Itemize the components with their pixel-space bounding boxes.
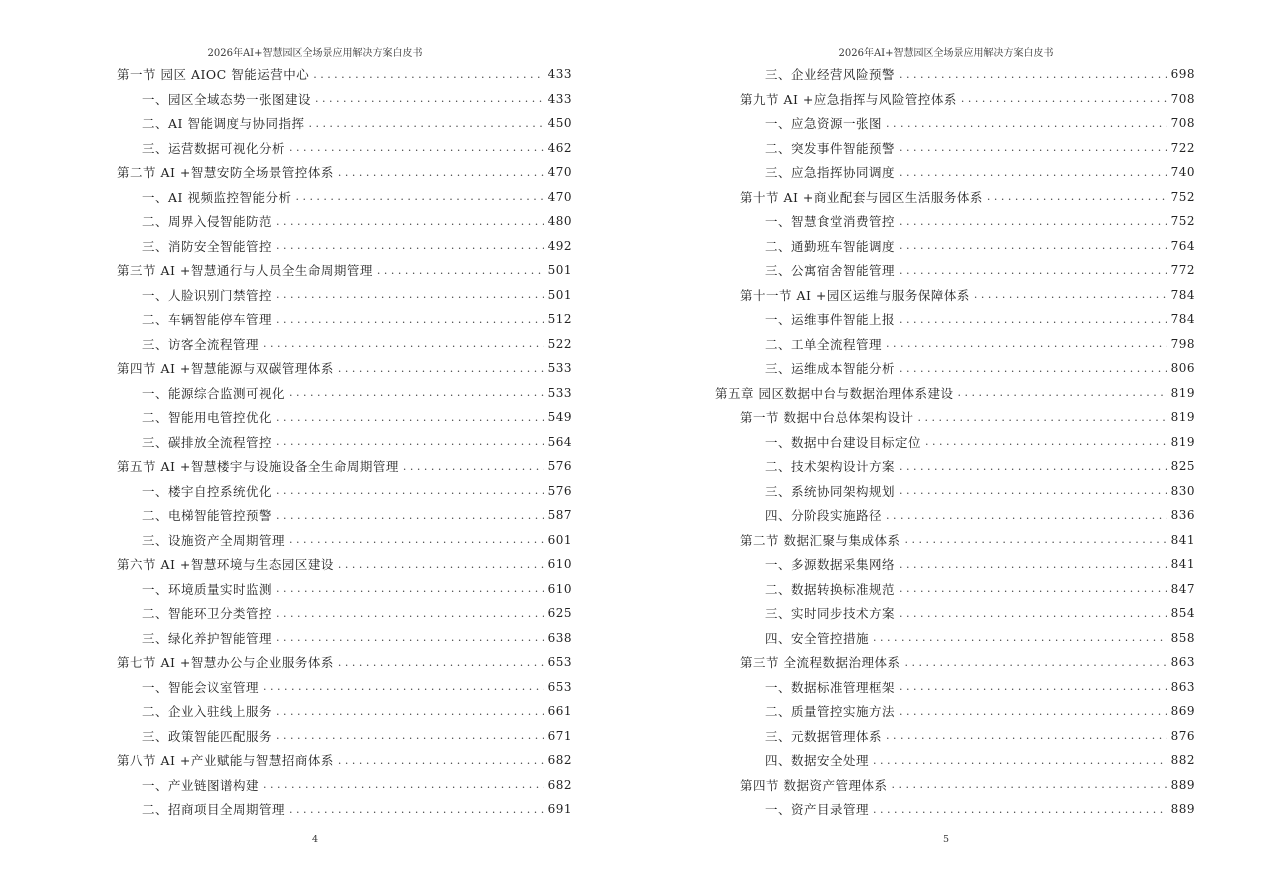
toc-entry-page: 533 <box>547 385 572 400</box>
dot-leader <box>276 436 544 447</box>
dot-leader <box>899 167 1167 178</box>
toc-entry[interactable] <box>715 87 1195 112</box>
dot-leader <box>899 314 1167 325</box>
toc-entry[interactable] <box>117 209 572 234</box>
toc-entry-page: 564 <box>547 434 572 449</box>
toc-entry[interactable] <box>117 430 572 455</box>
toc-entry-title: 第七节 AI +智慧办公与企业服务体系 <box>117 655 334 671</box>
toc-entry-title: 三、访客全流程管理 <box>142 336 260 352</box>
dot-leader <box>899 69 1167 80</box>
toc-entry[interactable] <box>715 748 1195 773</box>
toc-entry-page: 819 <box>1170 410 1195 425</box>
dot-leader <box>886 338 1167 349</box>
toc-entry-page: 691 <box>547 802 572 817</box>
dot-leader <box>873 755 1167 766</box>
toc-entry-page: 841 <box>1170 532 1195 547</box>
toc-entry-page: 764 <box>1170 238 1195 253</box>
toc-entry-title: 四、安全管控措施 <box>765 630 870 646</box>
dot-leader <box>899 216 1167 227</box>
dot-leader <box>917 412 1166 423</box>
toc-entry-title: 三、政策智能匹配服务 <box>142 728 273 744</box>
toc-entry-page: 638 <box>547 630 572 645</box>
toc-entry-page: 869 <box>1170 704 1195 719</box>
toc-entry-page: 841 <box>1170 557 1195 572</box>
toc-entry[interactable] <box>715 479 1195 504</box>
toc-entry-title: 二、技术架构设计方案 <box>765 459 896 475</box>
toc-entry-title: 二、电梯智能管控预警 <box>142 508 273 524</box>
dot-leader <box>276 730 544 741</box>
dot-leader <box>338 167 544 178</box>
toc-entry-page: 661 <box>547 704 572 719</box>
dot-leader <box>338 755 544 766</box>
toc-entry-title: 二、质量管控实施方法 <box>765 704 896 720</box>
toc-entry-page: 825 <box>1170 459 1195 474</box>
right-page <box>631 0 1261 895</box>
toc-entry-page: 889 <box>1170 802 1195 817</box>
dot-leader <box>899 265 1167 276</box>
toc-entry[interactable] <box>715 797 1195 822</box>
page-header: 2026年AI+智慧园区全场景应用解决方案白皮书 <box>207 48 423 59</box>
toc-entry[interactable] <box>715 209 1195 234</box>
toc-entry[interactable] <box>715 185 1195 210</box>
toc-entry[interactable] <box>715 577 1195 602</box>
toc-entry[interactable] <box>715 405 1195 430</box>
toc-entry-title: 一、人脸识别门禁管控 <box>142 287 273 303</box>
toc-entry-page: 784 <box>1170 312 1195 327</box>
dot-leader <box>276 412 544 423</box>
toc-entry-title: 二、AI 智能调度与协同指挥 <box>142 116 305 132</box>
toc-entry[interactable] <box>117 797 572 822</box>
toc-entry-title: 三、系统协同架构规划 <box>765 483 896 499</box>
toc-entry-page: 576 <box>547 459 572 474</box>
toc-entry[interactable] <box>715 675 1195 700</box>
toc-entry-title: 第六节 AI +智慧环境与生态园区建设 <box>117 557 334 573</box>
toc-entry[interactable] <box>715 332 1195 357</box>
dot-leader <box>263 779 544 790</box>
toc-entry-page: 698 <box>1170 67 1195 82</box>
toc-entry[interactable] <box>117 503 572 528</box>
toc-entry-page: 882 <box>1170 753 1195 768</box>
toc-entry-title: 二、智能环卫分类管控 <box>142 606 273 622</box>
toc-entry-title: 一、数据标准管理框架 <box>765 679 896 695</box>
dot-leader <box>925 436 1167 447</box>
dot-leader <box>891 779 1166 790</box>
toc-entry-page: 708 <box>1170 91 1195 106</box>
toc-entry-page: 462 <box>547 140 572 155</box>
toc-entry-title: 二、周界入侵智能防范 <box>142 214 273 230</box>
toc-entry[interactable] <box>117 87 572 112</box>
dot-leader <box>263 681 544 692</box>
dot-leader <box>289 142 544 153</box>
toc-entry-title: 三、设施资产全周期管理 <box>142 532 286 548</box>
toc-entry[interactable] <box>117 773 572 798</box>
toc-entry[interactable] <box>715 699 1195 724</box>
toc-entry[interactable] <box>715 136 1195 161</box>
toc-entry-title: 三、公寓宿舍智能管理 <box>765 263 896 279</box>
toc-entry-page: 533 <box>547 361 572 376</box>
toc-entry-page: 522 <box>547 336 572 351</box>
toc-entry[interactable] <box>117 283 572 308</box>
toc-entry-title: 一、智能会议室管理 <box>142 679 260 695</box>
toc-entry[interactable] <box>715 160 1195 185</box>
toc-entry-page: 858 <box>1170 630 1195 645</box>
toc-entry[interactable] <box>715 234 1195 259</box>
toc-entry[interactable] <box>715 258 1195 283</box>
dot-leader <box>899 681 1167 692</box>
toc-entry-page: 819 <box>1170 434 1195 449</box>
dot-leader <box>886 730 1167 741</box>
toc-entry-title: 二、招商项目全周期管理 <box>142 802 286 818</box>
toc-entry-title: 一、园区全域态势一张图建设 <box>142 91 312 107</box>
toc-entry-page: 653 <box>547 655 572 670</box>
toc-entry-title: 四、分阶段实施路径 <box>765 508 883 524</box>
toc-entry[interactable] <box>715 307 1195 332</box>
toc-entry-title: 三、应急指挥协同调度 <box>765 165 896 181</box>
dot-leader <box>377 265 544 276</box>
toc-entry[interactable] <box>715 283 1195 308</box>
toc-entry[interactable] <box>715 381 1195 406</box>
toc-entry-title: 第四节 数据资产管理体系 <box>740 777 888 793</box>
toc-entry-title: 一、能源综合监测可视化 <box>142 385 286 401</box>
toc-entry[interactable] <box>715 430 1195 455</box>
toc-entry-title: 三、碳排放全流程管控 <box>142 434 273 450</box>
toc-entry-title: 三、元数据管理体系 <box>765 728 883 744</box>
dot-leader <box>338 363 544 374</box>
toc-entry[interactable] <box>117 307 572 332</box>
toc-entry-title: 一、应急资源一张图 <box>765 116 883 132</box>
dot-leader <box>276 485 544 496</box>
toc-entry[interactable] <box>715 503 1195 528</box>
toc-entry[interactable] <box>117 650 572 675</box>
toc-entry-page: 752 <box>1170 189 1195 204</box>
dot-leader <box>289 804 544 815</box>
toc-entry-title: 三、运维成本智能分析 <box>765 361 896 377</box>
toc-entry-title: 一、运维事件智能上报 <box>765 312 896 328</box>
dot-leader <box>276 608 544 619</box>
dot-leader <box>873 632 1167 643</box>
toc-entry-page: 847 <box>1170 581 1195 596</box>
toc-entry-page: 889 <box>1170 777 1195 792</box>
dot-leader <box>289 387 544 398</box>
toc-entry-title: 第九节 AI +应急指挥与风险管控体系 <box>740 91 957 107</box>
toc-entry-title: 三、绿化养护智能管理 <box>142 630 273 646</box>
toc-entry[interactable] <box>715 111 1195 136</box>
dot-leader <box>289 534 544 545</box>
dot-leader <box>899 363 1167 374</box>
toc-entry-title: 第一节 园区 AIOC 智能运营中心 <box>117 67 310 83</box>
toc-entry-page: 671 <box>547 728 572 743</box>
toc-entry-title: 一、楼宇自控系统优化 <box>142 483 273 499</box>
toc-entry-title: 三、实时同步技术方案 <box>765 606 896 622</box>
dot-leader <box>338 657 544 668</box>
toc-entry-title: 第四节 AI +智慧能源与双碳管理体系 <box>117 361 334 377</box>
dot-leader <box>904 657 1166 668</box>
page-header: 2026年AI+智慧园区全场景应用解决方案白皮书 <box>838 48 1054 59</box>
dot-leader <box>276 240 544 251</box>
dot-leader <box>276 583 544 594</box>
dot-leader <box>899 485 1167 496</box>
toc-entry-page: 480 <box>547 214 572 229</box>
toc-entry-page: 576 <box>547 483 572 498</box>
dot-leader <box>276 510 544 521</box>
dot-leader <box>899 583 1167 594</box>
toc-entry-page: 876 <box>1170 728 1195 743</box>
toc-entry[interactable] <box>117 234 572 259</box>
toc-entry-title: 一、智慧食堂消费管控 <box>765 214 896 230</box>
toc-entry-page: 708 <box>1170 116 1195 131</box>
page-number: 4 <box>311 834 319 845</box>
toc-entry-title: 一、多源数据采集网络 <box>765 557 896 573</box>
dot-leader <box>873 804 1167 815</box>
toc-entry-page: 722 <box>1170 140 1195 155</box>
toc-entry[interactable] <box>715 528 1195 553</box>
toc-entry[interactable] <box>117 381 572 406</box>
dot-leader <box>886 510 1167 521</box>
dot-leader <box>313 69 543 80</box>
toc-entry[interactable] <box>117 748 572 773</box>
toc-entry[interactable] <box>117 136 572 161</box>
toc-entry-title: 第十一节 AI +园区运维与服务保障体系 <box>740 287 970 303</box>
toc-entry-page: 601 <box>547 532 572 547</box>
toc-entry-page: 798 <box>1170 336 1195 351</box>
left-page <box>0 0 630 895</box>
dot-leader <box>899 142 1167 153</box>
toc-entry-page: 653 <box>547 679 572 694</box>
toc-entry-title: 三、消防安全智能管控 <box>142 238 273 254</box>
toc-entry-title: 第二节 AI +智慧安防全场景管控体系 <box>117 165 334 181</box>
toc-entry[interactable] <box>715 724 1195 749</box>
toc-entry[interactable] <box>117 552 572 577</box>
dot-leader <box>338 559 544 570</box>
toc-entry-title: 三、企业经营风险预警 <box>765 67 896 83</box>
toc-entry[interactable] <box>117 699 572 724</box>
toc-entry-title: 一、资产目录管理 <box>765 802 870 818</box>
toc-entry-page: 492 <box>547 238 572 253</box>
toc-entry[interactable] <box>117 160 572 185</box>
toc-entry-title: 第五节 AI +智慧楼宇与设施设备全生命周期管理 <box>117 459 399 475</box>
dot-leader <box>276 706 544 717</box>
dot-leader <box>276 314 544 325</box>
toc-entry-page: 512 <box>547 312 572 327</box>
toc-entry-page: 610 <box>547 581 572 596</box>
toc-entry[interactable] <box>117 332 572 357</box>
toc-entry-page: 470 <box>547 165 572 180</box>
toc-entry-title: 一、数据中台建设目标定位 <box>765 434 922 450</box>
toc-entry[interactable] <box>715 773 1195 798</box>
toc-entry[interactable] <box>715 356 1195 381</box>
dot-leader <box>987 191 1167 202</box>
toc-entry-page: 682 <box>547 753 572 768</box>
dot-leader <box>403 461 544 472</box>
dot-leader <box>957 387 1166 398</box>
toc-entry-page: 863 <box>1170 655 1195 670</box>
toc-entry-page: 830 <box>1170 483 1195 498</box>
toc-entry-page: 433 <box>547 67 572 82</box>
toc-entry-title: 第八节 AI +产业赋能与智慧招商体系 <box>117 753 334 769</box>
toc-entry[interactable] <box>715 454 1195 479</box>
toc-entry-page: 772 <box>1170 263 1195 278</box>
dot-leader <box>899 461 1167 472</box>
toc-entry-title: 一、AI 视频监控智能分析 <box>142 189 292 205</box>
toc-entry-page: 836 <box>1170 508 1195 523</box>
toc-entry-page: 470 <box>547 189 572 204</box>
dot-leader <box>961 93 1167 104</box>
dot-leader <box>276 216 544 227</box>
toc-entry-page: 819 <box>1170 385 1195 400</box>
toc-entry-page: 740 <box>1170 165 1195 180</box>
toc-entry[interactable] <box>117 111 572 136</box>
dot-leader <box>899 706 1167 717</box>
toc-entry-title: 二、通勤班车智能调度 <box>765 238 896 254</box>
toc-entry[interactable] <box>117 185 572 210</box>
toc-entry-title: 第一节 数据中台总体架构设计 <box>740 410 914 426</box>
toc-entry-title: 四、数据安全处理 <box>765 753 870 769</box>
toc-entry-page: 752 <box>1170 214 1195 229</box>
dot-leader <box>974 289 1167 300</box>
toc-entry[interactable] <box>715 650 1195 675</box>
toc-entry-title: 第三节 全流程数据治理体系 <box>740 655 901 671</box>
toc-entry-title: 二、智能用电管控优化 <box>142 410 273 426</box>
toc-list <box>715 62 1195 822</box>
toc-entry-title: 一、产业链图谱构建 <box>142 777 260 793</box>
toc-entry[interactable] <box>715 626 1195 651</box>
toc-entry-page: 610 <box>547 557 572 572</box>
toc-entry-page: 450 <box>547 116 572 131</box>
toc-entry-page: 863 <box>1170 679 1195 694</box>
toc-entry[interactable] <box>117 577 572 602</box>
toc-entry[interactable] <box>715 601 1195 626</box>
dot-leader <box>899 608 1167 619</box>
dot-leader <box>308 118 543 129</box>
toc-entry-page: 587 <box>547 508 572 523</box>
toc-entry-page: 433 <box>547 91 572 106</box>
page-number: 5 <box>942 834 950 845</box>
toc-entry-page: 682 <box>547 777 572 792</box>
toc-entry[interactable] <box>117 356 572 381</box>
dot-leader <box>899 240 1167 251</box>
toc-entry[interactable] <box>117 528 572 553</box>
toc-entry[interactable] <box>715 552 1195 577</box>
dot-leader <box>276 632 544 643</box>
toc-entry-title: 二、数据转换标准规范 <box>765 581 896 597</box>
toc-entry-page: 806 <box>1170 361 1195 376</box>
toc-entry[interactable] <box>117 601 572 626</box>
dot-leader <box>276 289 544 300</box>
toc-entry-page: 549 <box>547 410 572 425</box>
toc-entry-page: 784 <box>1170 287 1195 302</box>
toc-entry[interactable] <box>117 62 572 87</box>
toc-entry[interactable] <box>117 258 572 283</box>
dot-leader <box>295 191 543 202</box>
toc-entry-page: 501 <box>547 263 572 278</box>
toc-entry-title: 第三节 AI +智慧通行与人员全生命周期管理 <box>117 263 373 279</box>
toc-entry-title: 第二节 数据汇聚与集成体系 <box>740 532 901 548</box>
toc-entry[interactable] <box>715 62 1195 87</box>
toc-entry[interactable] <box>117 675 572 700</box>
dot-leader <box>899 559 1167 570</box>
toc-entry-title: 第五章 园区数据中台与数据治理体系建设 <box>715 385 954 401</box>
toc-entry-title: 第十节 AI +商业配套与园区生活服务体系 <box>740 189 983 205</box>
toc-entry-title: 二、工单全流程管理 <box>765 336 883 352</box>
toc-entry-page: 854 <box>1170 606 1195 621</box>
toc-entry[interactable] <box>117 479 572 504</box>
dot-leader <box>263 338 544 349</box>
toc-entry-title: 二、车辆智能停车管理 <box>142 312 273 328</box>
toc-entry-page: 625 <box>547 606 572 621</box>
toc-entry-title: 三、运营数据可视化分析 <box>142 140 286 156</box>
toc-entry[interactable] <box>117 724 572 749</box>
toc-entry-title: 二、突发事件智能预警 <box>765 140 896 156</box>
dot-leader <box>886 118 1167 129</box>
toc-entry-title: 一、环境质量实时监测 <box>142 581 273 597</box>
toc-entry[interactable] <box>117 454 572 479</box>
toc-entry-title: 二、企业入驻线上服务 <box>142 704 273 720</box>
toc-entry-page: 501 <box>547 287 572 302</box>
toc-entry[interactable] <box>117 626 572 651</box>
toc-entry[interactable] <box>117 405 572 430</box>
dot-leader <box>315 93 544 104</box>
toc-list <box>117 62 572 822</box>
dot-leader <box>904 534 1166 545</box>
